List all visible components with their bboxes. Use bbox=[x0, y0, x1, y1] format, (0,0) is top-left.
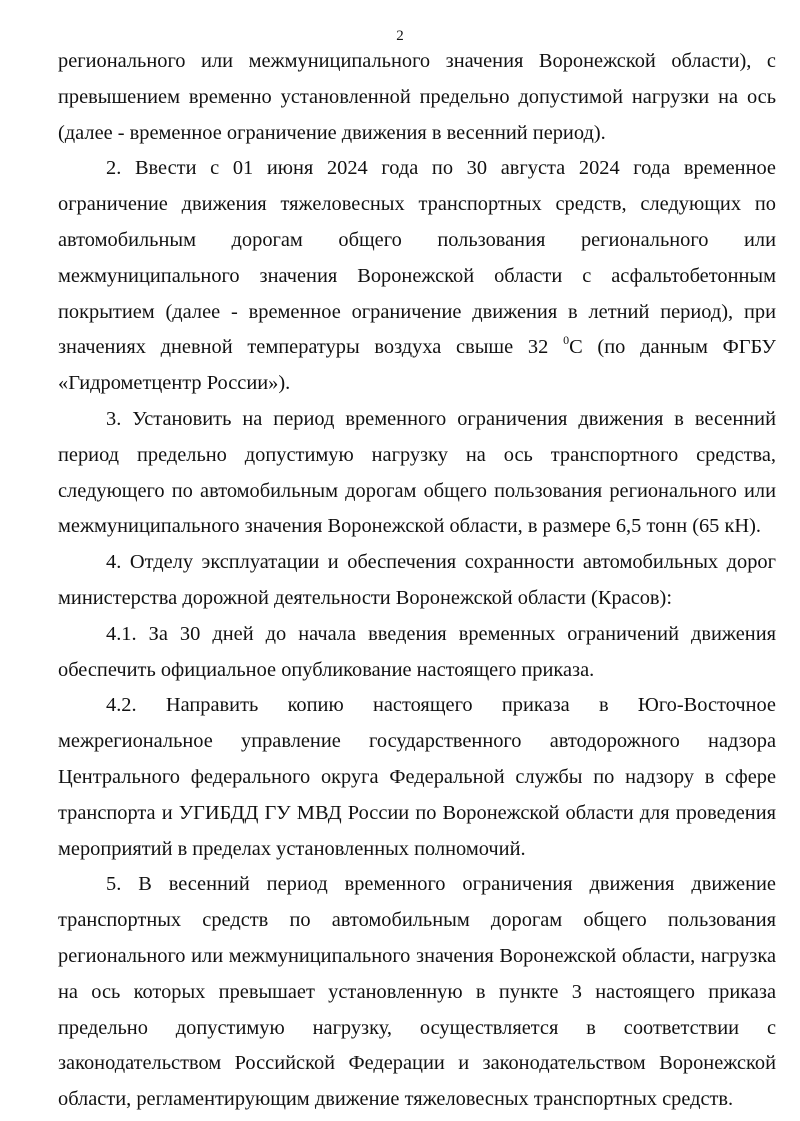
paragraph-continuation: регионального или межмуниципального значения Воронежской области), с превышением временно установленной предельно допустимой нагрузки на ось (далее - временное ограничение движения в весенний период). bbox=[58, 50, 776, 144]
paragraph-4-department: 4. Отделу эксплуатации и обеспечения сохранности автомобильных дорог министерства дорожной деятельности Воронежской области (Красов): bbox=[58, 551, 776, 609]
paragraph-5-spring-period: 5. В весенний период временного ограничения движения движение транспортных средств по автомобильным дорогам общего пользования регионального или межмуниципального значения Воронежской области, нагрузка на ось которых превышает установленную в пункте 3 настоящего приказа предельно допустимую нагрузку, осуществляется в соответствии с законодательством Российской Федерации и законодательством Воронежской области, регламентирующим движение тяжеловесных транспортных средств. bbox=[58, 873, 776, 1111]
paragraph-2-text-after: С (по данным ФГБУ «Гидрометцентр России»). bbox=[58, 336, 776, 395]
paragraph-2-summer-restriction bbox=[58, 151, 776, 402]
paragraph-3-axle-load: 3. Установить на период временного ограничения движения в весенний период предельно допустимую нагрузку на ось транспортного средства, следующего по автомобильным дорогам общего пользования регионального или межмуниципального значения Воронежской области, в размере 6,5 тонн (65 кН). bbox=[58, 407, 776, 538]
page-number: 2 bbox=[396, 28, 404, 44]
paragraph-2-text-before: 2. Ввести с 01 июня 2024 года по 30 августа 2024 года временное ограничение движения тяжеловесных транспортных средств, следующих по автомобильным дорогам общего пользования регионального или межмуниципального значения Воронежской области с асфальтобетонным покрытием (далее - временное ограничение движения в летний период), при значениях дневной температуры воздуха свыше 32 bbox=[58, 157, 776, 359]
paragraph-4-2-send-copy: 4.2. Направить копию настоящего приказа в Юго-Восточное межрегиональное управление государственного автодорожного надзора Центрального федерального округа Федеральной службы по надзору в сфере транспорта и УГИБДД ГУ МВД России по Воронежской области для проведения мероприятий в пределах установленных полномочий. bbox=[58, 694, 776, 860]
document-body bbox=[58, 44, 776, 1118]
paragraph-4-1-publication: 4.1. За 30 дней до начала введения временных ограничений движения обеспечить официальное опубликование настоящего приказа. bbox=[58, 622, 776, 681]
degree-superscript: 0 bbox=[563, 333, 570, 348]
